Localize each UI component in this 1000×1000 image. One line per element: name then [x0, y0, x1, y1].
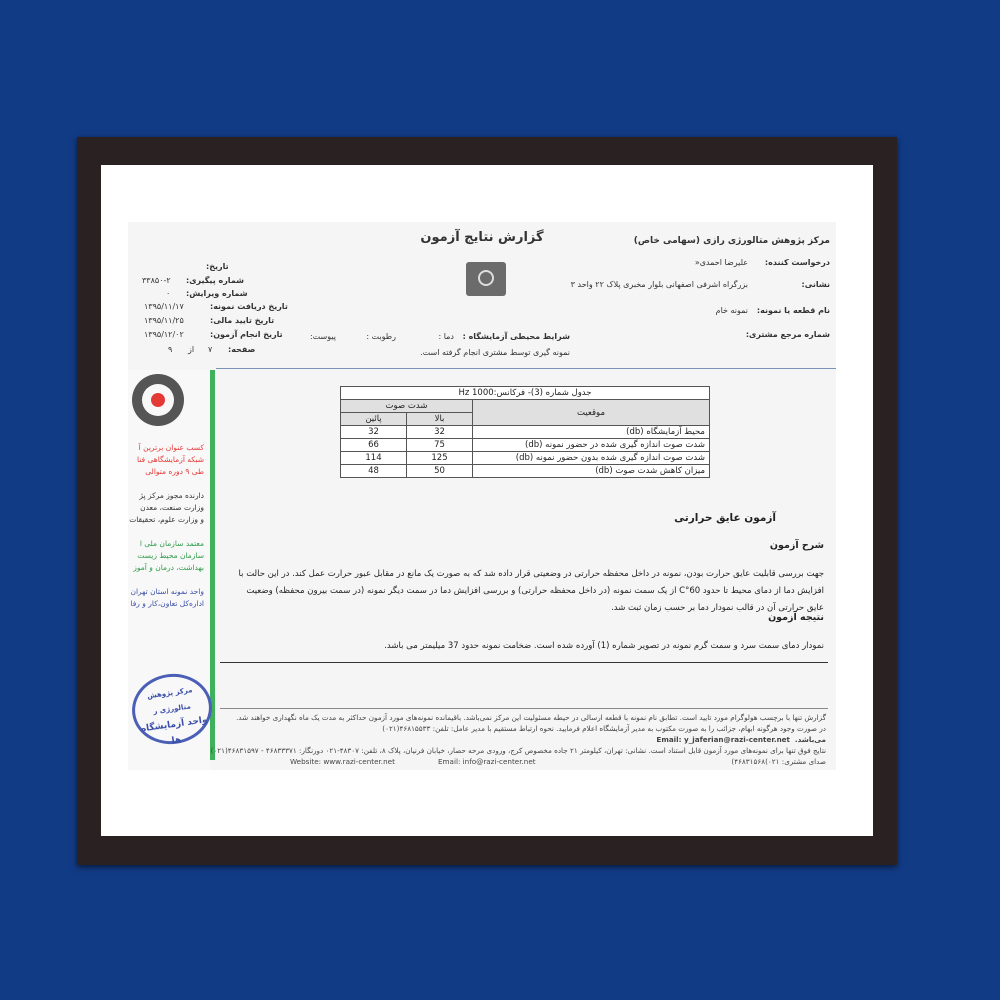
page-total: ۹: [168, 345, 173, 354]
side-license-1: دارنده مجوز مرکز پژ: [139, 491, 204, 500]
attach-label: پیوست:: [309, 332, 336, 341]
revision-label: شماره ویرایش:: [186, 289, 248, 298]
table-row: [341, 439, 710, 452]
page-value: ۷: [208, 345, 213, 354]
footer-website: Website: www.razi-center.net: [290, 757, 395, 766]
row-low: 66: [341, 439, 407, 452]
org-name: مرکز پژوهش متالورژی رازی (سهامی خاص): [633, 236, 830, 246]
desc-heading: شرح آزمون: [769, 540, 824, 551]
approve-label: تاریخ تایید مالی:: [210, 316, 275, 325]
report-title: گزارش نتایج آزمون: [420, 230, 544, 245]
footer-line-2-end: می‌باشد.: [794, 735, 826, 744]
row-low: 48: [341, 465, 407, 478]
row-label: میزان کاهش شدت صوت (db): [473, 465, 710, 478]
sample-value: نمونه خام: [715, 306, 748, 315]
side-unit-2: اداره‌کل تعاون،کار و رفا: [130, 599, 204, 608]
revision-value: ۰: [166, 289, 171, 298]
footer-line-1: گزارش تنها با برچسب هولوگرام مورد تایید است. تطابق نام نمونه با قطعه ارسالی در حیطه مسئولیت این مرکز نمی‌باشد. باقیمانده نمونه‌های مورد آزمون حداکثر به مدت یک ماه نگهداری خواهند شد.: [236, 713, 826, 722]
side-award-1: کسب عنوان برترین آ: [138, 443, 204, 452]
address-value: بزرگراه اشرفی اصفهانی بلوار مخبری پلاک ۲۲ واحد ۳: [570, 280, 748, 289]
stamp-line-2: واحد آزمایشگاه ها: [140, 715, 209, 747]
test-date-value: ۱۳۹۵/۱۲/۰۲: [144, 330, 184, 339]
footer-line-2: در صورت وجود هرگونه ابهام، جزائب را به صورت مکتوب به مدیر آزمایشگاه اعلام فرمایید. نحوه ارتباط مستقیم با مدیر عامل: تلفن: ۴۶۸۱۵۵۳۳(۰۲۱): [382, 724, 826, 733]
footer-email: Email: y_jaferian@razi-center.net: [656, 735, 790, 744]
page-label: صفحه:: [228, 345, 256, 354]
receive-value: ۱۳۹۵/۱۱/۱۷: [144, 302, 184, 311]
row-label: شدت صوت اندازه گیری شده بدون حضور نمونه (db): [473, 452, 710, 465]
test-date-label: تاریخ انجام آزمون:: [210, 330, 283, 339]
section-rule: [220, 662, 828, 663]
ref-label: شماره مرجع مشتری:: [745, 330, 830, 339]
header-divider: [216, 368, 836, 369]
result-heading: نتیجه آزمون: [768, 612, 824, 623]
temp-label: دما :: [438, 332, 454, 341]
tracking-label: شماره پیگیری:: [186, 276, 245, 285]
footer-email-2: Email: info@razi-center.net: [438, 757, 536, 766]
row-high: 50: [407, 465, 473, 478]
stamp-line-1: مرکز پژوهش متالورژی ر: [146, 686, 193, 716]
row-label: محیط آزمایشگاه (db): [473, 426, 710, 439]
row-low: 32: [341, 426, 407, 439]
tracking-value: ۳۳۸۵۰-۲: [142, 276, 171, 285]
sampling-note: نمونه گیری توسط مشتری انجام گرفته است.: [420, 348, 570, 357]
company-logo: [132, 374, 184, 426]
table-caption: جدول شماره (3)- فرکانس:1000 Hz: [341, 387, 710, 400]
approve-value: ۱۳۹۵/۱۱/۲۵: [144, 316, 184, 325]
date-label: تاریخ:: [206, 262, 229, 271]
humidity-label: رطوبت :: [366, 332, 396, 341]
side-trust-3: بهداشت، درمان و آموز: [133, 563, 204, 572]
requester-label: درخواست کننده:: [764, 258, 830, 267]
side-trust-2: سازمان محیط زیست: [137, 551, 204, 560]
side-license-3: و وزارت علوم، تحقیقات: [129, 515, 204, 524]
results-table: [340, 386, 710, 478]
row-low: 114: [341, 452, 407, 465]
row-high: 125: [407, 452, 473, 465]
footer-rule: [220, 708, 828, 709]
table-row: [341, 426, 710, 439]
col-position: موقعیت: [473, 400, 710, 426]
requester-value: علیرضا احمدی‌«: [694, 258, 748, 267]
desc-text: جهت بررسی قابلیت عایق حرارت بودن، نمونه در داخل محفظه حرارتی در وضعیتی قرار داده شد که به صورت یک مانع در مقابل عبور حرارت عمل کند. در این حالت با افزایش دما از دمای محیط تا حدود 60°C از یک سمت نمونه (در داخل محفظه حرارتی) و بررسی افزایش دما در سمت دیگر نمونه (در سمت بیرون محفظه) وضعیت عایق حرارتی آن در قالب نمودار دما بر حسب زمان ثبت شد.: [238, 569, 824, 613]
hologram-seal: [466, 262, 506, 296]
side-unit-1: واحد نمونه استان تهران: [130, 587, 204, 596]
footer-line-4: صدای مشتری: ۰۲۱)۴۶۸۳۱۵۶۸): [731, 757, 826, 766]
env-label: شرایط محیطی آزمایشگاه :: [462, 332, 570, 341]
side-trust-1: معتمد سازمان ملی ا: [139, 539, 204, 548]
row-high: 32: [407, 426, 473, 439]
side-award-2: شبکه آزمایشگاهی فنا: [136, 455, 204, 464]
col-low: پائین: [341, 413, 407, 426]
row-label: شدت صوت اندازه گیری شده در حضور نمونه (db): [473, 439, 710, 452]
receive-label: تاریخ دریافت نمونه:: [210, 302, 288, 311]
row-high: 75: [407, 439, 473, 452]
table-row: [341, 465, 710, 478]
footer-line-3: نتایج فوق تنها برای نمونه‌های مورد آزمون قابل استناد است. نشانی: تهران، کیلومتر ۲۱ جاده مخصوص کرج، ورودی مرحه حصار، خیابان فرنیان، پلاک ۸، تلفن: ۴۸۳۰۷-۰۲۱ دورنگار: ۴۶۸۳۳۳۷۱ - ۴۶۸۳۱۵۹۷(۰۲۱): [210, 746, 826, 755]
side-award-3: طی ۹ دوره متوالی: [145, 467, 204, 476]
col-intensity: شدت صوت: [341, 400, 473, 413]
table-row: [341, 452, 710, 465]
side-license-2: وزارت صنعت، معدن: [140, 503, 204, 512]
col-high: بالا: [407, 413, 473, 426]
address-label: نشانی:: [801, 280, 830, 289]
section-heading: آزمون عایق حرارتی: [674, 512, 776, 524]
sample-label: نام قطعه یا نمونه:: [756, 306, 830, 315]
page-of: از: [188, 345, 195, 354]
result-text: نمودار دمای سمت سرد و سمت گرم نمونه در تصویر شماره (1) آورده شده است. ضخامت نمونه حدود 37 میلیمتر می باشد.: [384, 641, 824, 651]
certificate-document: [128, 222, 836, 770]
